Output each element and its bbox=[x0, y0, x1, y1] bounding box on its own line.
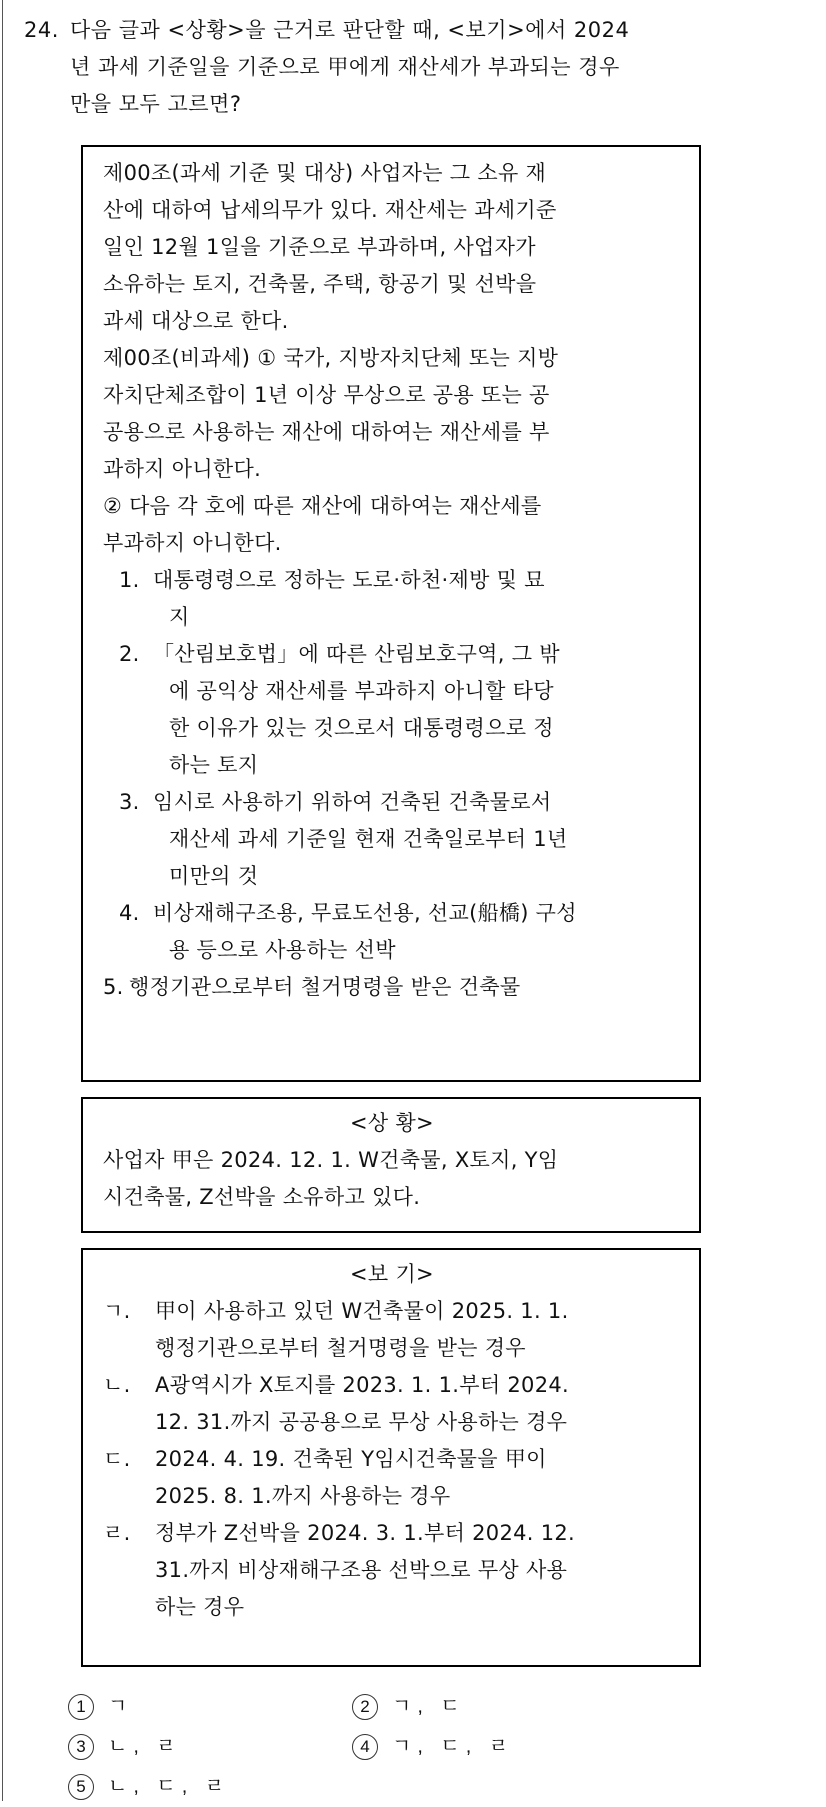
law-item-2: 2. 「산림보호법」에 따른 산림보호구역, 그 밖 에 공익상 재산세를 부과하지 아니할 타당 한 이유가 있는 것으로서 대통령령으로 정 하는 토지 bbox=[119, 642, 560, 777]
choice-number-circle: 1 bbox=[68, 1694, 94, 1720]
law-item-5: 5. 행정기관으로부터 철거명령을 받은 건축물 bbox=[103, 975, 521, 999]
question-line-2: 년 과세 기준일을 기준으로 甲에게 재산세가 부과되는 경우 bbox=[70, 55, 620, 79]
article-non-taxation: 제00조(비과세) ① 국가, 지방자치단체 또는 지방 자치단체조합이 1년 이상 무상으로 공용 또는 공 공용으로 사용하는 재산에 대하여는 재산세를 부 과하지 아니한다. ② 다음 각 호에 따른 재산에 대하여는 재산세를 부과하지 아니한다. bbox=[103, 346, 559, 555]
choice-1[interactable]: 1 ㄱ bbox=[68, 1686, 133, 1727]
situation-line-2: 시건축물, Z선박을 소유하고 있다. bbox=[103, 1185, 421, 1209]
situation-title: <상 황> bbox=[350, 1111, 434, 1135]
law-text-box bbox=[81, 145, 701, 1082]
situation-line-1: 사업자 甲은 2024. 12. 1. W건축물, X토지, Y임 bbox=[103, 1148, 559, 1172]
choice-4[interactable]: 4 ㄱ, ㄷ, ㄹ bbox=[352, 1726, 514, 1767]
choice-3[interactable]: 3 ㄴ, ㄹ bbox=[68, 1726, 182, 1767]
choice-2[interactable]: 2 ㄱ, ㄷ bbox=[352, 1686, 466, 1727]
bogi-item-rieul: ㄹ. 정부가 Z선박을 2024. 3. 1.부터 2024. 12. 31.까지 비상재해구조용 선박으로 무상 사용 하는 경우 bbox=[103, 1521, 576, 1619]
article-taxation-basis: 제00조(과세 기준 및 대상) 사업자는 그 소유 재 산에 대하여 납세의무가 있다. 재산세는 과세기준 일인 12월 1일을 기준으로 부과하며, 사업자가 소유하는 토지, 건축물, 주택, 항공기 및 선박을 과세 대상으로 한다. bbox=[103, 161, 557, 333]
law-item-1: 1. 대통령령으로 정하는 도로·하천·제방 및 묘 지 bbox=[119, 568, 545, 629]
law-item-3: 3. 임시로 사용하기 위하여 건축된 건축물로서 재산세 과세 기준일 현재 건축일로부터 1년 미만의 것 bbox=[119, 790, 568, 888]
bogi-item-nieun: ㄴ. A광역시가 X토지를 2023. 1. 1.부터 2024. 12. 31.까지 공공용으로 무상 사용하는 경우 bbox=[103, 1373, 570, 1434]
bogi-box bbox=[81, 1248, 701, 1667]
choice-number-circle: 4 bbox=[352, 1734, 378, 1760]
situation-box bbox=[81, 1097, 701, 1233]
bogi-title: <보 기> bbox=[350, 1262, 434, 1286]
bogi-item-giyeok: ㄱ. 甲이 사용하고 있던 W건축물이 2025. 1. 1. 행정기관으로부터 철거명령을 받는 경우 bbox=[103, 1299, 569, 1360]
choice-number-circle: 3 bbox=[68, 1734, 94, 1760]
page-left-border bbox=[2, 0, 3, 1801]
question-line-3: 만을 모두 고르면? bbox=[70, 92, 242, 116]
choice-number-circle: 2 bbox=[352, 1694, 378, 1720]
law-item-4: 4. 비상재해구조용, 무료도선용, 선교(船橋) 구성 용 등으로 사용하는 선박 bbox=[119, 901, 577, 962]
question-number: 24. bbox=[24, 18, 59, 42]
question-stem bbox=[24, 12, 764, 123]
bogi-item-digeut: ㄷ. 2024. 4. 19. 건축된 Y임시건축물을 甲이 2025. 8. 1.까지 사용하는 경우 bbox=[103, 1447, 547, 1508]
question-line-1: 24. 다음 글과 <상황>을 근거로 판단할 때, <보기>에서 2024 bbox=[24, 12, 764, 49]
choice-5[interactable]: 5 ㄴ, ㄷ, ㄹ bbox=[68, 1766, 230, 1807]
choice-number-circle: 5 bbox=[68, 1774, 94, 1800]
